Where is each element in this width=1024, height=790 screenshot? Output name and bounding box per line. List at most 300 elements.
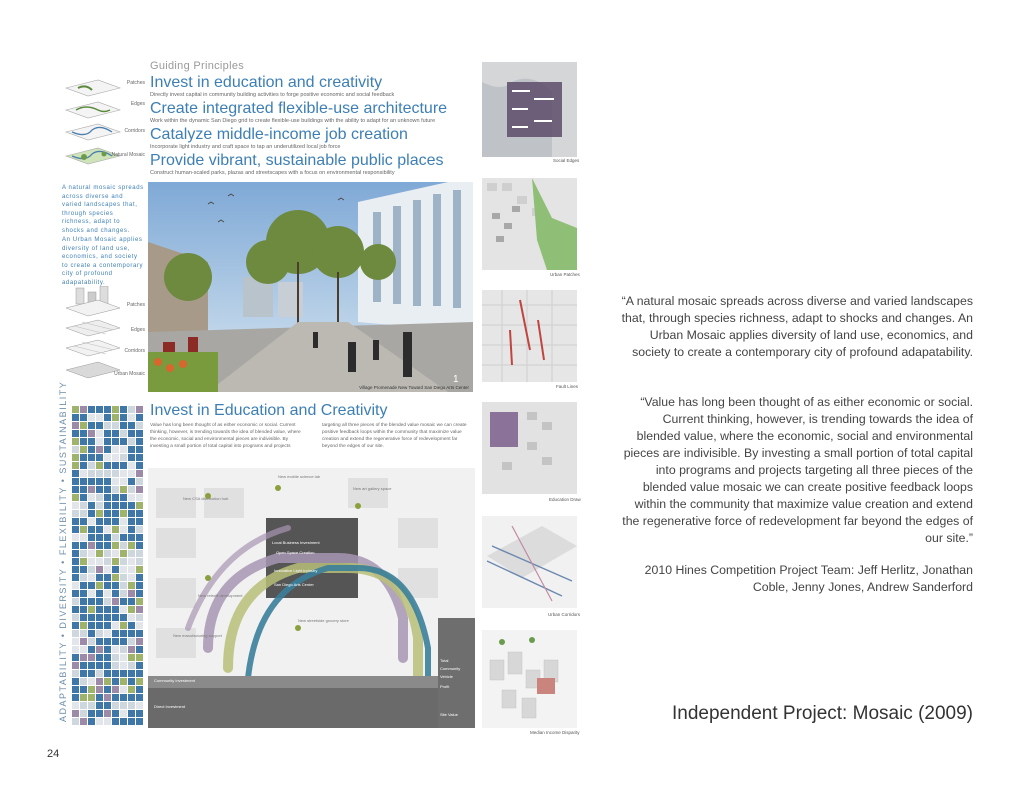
mosaic-tile (136, 430, 143, 437)
mosaic-tile (80, 422, 87, 429)
side-quote-natural: A natural mosaic spreads across diverse and varied landscapes that, through species richness, adapt to shocks and changes. (62, 185, 144, 234)
mosaic-tile (128, 550, 135, 557)
mosaic-tile (112, 550, 119, 557)
mosaic-tile (104, 582, 111, 589)
mosaic-tile (128, 430, 135, 437)
mosaic-tile (104, 510, 111, 517)
mosaic-tile (136, 422, 143, 429)
mosaic-tile (80, 462, 87, 469)
mosaic-tile (96, 646, 103, 653)
mosaic-tile (104, 534, 111, 541)
mosaic-tile (104, 662, 111, 669)
mosaic-tile (72, 670, 79, 677)
mosaic-tile (80, 662, 87, 669)
mosaic-tile (112, 510, 119, 517)
mosaic-tile (88, 414, 95, 421)
mosaic-tile (80, 534, 87, 541)
mosaic-tile (88, 630, 95, 637)
mosaic-tile (120, 518, 127, 525)
mosaic-tile (104, 598, 111, 605)
mosaic-tile (72, 702, 79, 709)
mosaic-tile (136, 438, 143, 445)
mosaic-tile (136, 542, 143, 549)
mosaic-tile (72, 406, 79, 413)
mosaic-tile (80, 606, 87, 613)
mosaic-tile (128, 478, 135, 485)
mosaic-tile (88, 590, 95, 597)
mosaic-tile (72, 582, 79, 589)
mosaic-tile (136, 670, 143, 677)
map-urban-corridors (482, 516, 577, 608)
map-fault-lines (482, 290, 577, 382)
map-label: Median Income Disparity (530, 730, 580, 735)
mosaic-tile (136, 582, 143, 589)
mosaic-tile (136, 486, 143, 493)
mosaic-tile (96, 654, 103, 661)
mosaic-tile (104, 718, 111, 725)
map-label: Social Edges (553, 158, 580, 163)
mosaic-tile (112, 630, 119, 637)
principle-title: Create integrated flexible-use architecture (150, 100, 448, 117)
mosaic-tile (136, 702, 143, 709)
mosaic-tile (72, 502, 79, 509)
mosaic-tile (112, 622, 119, 629)
mosaic-tile (104, 558, 111, 565)
mosaic-tile (128, 606, 135, 613)
mosaic-tile (112, 574, 119, 581)
mosaic-tile (128, 630, 135, 637)
flow-diagram-graphic (148, 468, 475, 728)
mosaic-tile (112, 654, 119, 661)
mosaic-tile (96, 422, 103, 429)
mosaic-tile (120, 542, 127, 549)
mosaic-tile (128, 662, 135, 669)
mosaic-tile (96, 430, 103, 437)
mosaic-tile (112, 534, 119, 541)
layer-label: Corridors (124, 128, 145, 134)
mosaic-tile (80, 470, 87, 477)
mosaic-tile (80, 654, 87, 661)
mosaic-tile (120, 454, 127, 461)
mosaic-tile (112, 454, 119, 461)
mosaic-tile (96, 702, 103, 709)
mosaic-tile (136, 598, 143, 605)
mosaic-tile (88, 598, 95, 605)
mosaic-tile (96, 462, 103, 469)
mosaic-tile (136, 502, 143, 509)
principle-title: Catalyze middle-income job creation (150, 126, 408, 143)
mosaic-tile (96, 718, 103, 725)
mosaic-tile (96, 518, 103, 525)
mosaic-tile (136, 638, 143, 645)
mosaic-tile (120, 598, 127, 605)
mosaic-tile (112, 478, 119, 485)
mosaic-tile (136, 622, 143, 629)
mosaic-tile (80, 438, 87, 445)
mosaic-tile (80, 670, 87, 677)
mosaic-tile (88, 478, 95, 485)
mosaic-tile (136, 574, 143, 581)
mosaic-tile (72, 614, 79, 621)
mosaic-tile (104, 646, 111, 653)
mosaic-tile (112, 606, 119, 613)
mosaic-tile (128, 502, 135, 509)
mosaic-tile (128, 462, 135, 469)
mosaic-tile (88, 654, 95, 661)
mosaic-tile (112, 462, 119, 469)
mosaic-tile (72, 590, 79, 597)
mosaic-tile (104, 430, 111, 437)
mosaic-tile (120, 606, 127, 613)
mosaic-tile (120, 702, 127, 709)
mosaic-tile (72, 438, 79, 445)
photo-number: 1 (453, 374, 459, 385)
mosaic-tile (112, 598, 119, 605)
mosaic-tile (112, 422, 119, 429)
mosaic-tile (112, 662, 119, 669)
mosaic-tile (88, 526, 95, 533)
map-social-edges (482, 62, 577, 157)
mosaic-tile (112, 414, 119, 421)
mosaic-tile (104, 694, 111, 701)
mosaic-tile (72, 478, 79, 485)
mosaic-tile (128, 598, 135, 605)
mosaic-tile (80, 486, 87, 493)
mosaic-tile (128, 486, 135, 493)
mosaic-tile (120, 526, 127, 533)
mosaic-tile (80, 702, 87, 709)
layer-label: Natural Mosaic (111, 152, 145, 158)
mosaic-tile (120, 478, 127, 485)
diagram-label: New retrofit development (198, 593, 243, 598)
mosaic-tile (72, 510, 79, 517)
mosaic-tile (112, 494, 119, 501)
mosaic-tile (72, 598, 79, 605)
principle-desc: Incorporate light industry and craft space to tap an underutilized local job force (150, 144, 341, 150)
mosaic-tile (104, 622, 111, 629)
principle-title: Invest in education and creativity (150, 74, 383, 91)
mosaic-tile (72, 678, 79, 685)
mosaic-tile (120, 638, 127, 645)
mosaic-tile (80, 494, 87, 501)
layer-label: Patches (126, 302, 145, 308)
diagram-label: Vehicle (440, 674, 453, 679)
mosaic-tile (80, 614, 87, 621)
mosaic-tile (88, 502, 95, 509)
principle-item (150, 127, 480, 150)
lower-text-col-2: targeting all three pieces of the blended value mosaic we can create positive feedback loops within the community that maximize value creation and extend the regenerative force of redevelopment far beyond the edges of our site. (322, 423, 467, 449)
mosaic-tile (136, 646, 143, 653)
layer-label: Urban Mosaic (114, 371, 145, 377)
mosaic-tile (88, 718, 95, 725)
mosaic-tile (112, 638, 119, 645)
lower-text-col-1: Value has long been thought of as either economic or social. Current thinking, however, is trending towards the idea of blended value, where the economic, social and environmental pieces are indivisible. By investing a small portion of total capital into programs and projects (150, 423, 301, 449)
mosaic-tile (128, 702, 135, 709)
mosaic-tile (128, 494, 135, 501)
mosaic-tile (72, 694, 79, 701)
mosaic-tile (112, 566, 119, 573)
layer-label: Edges (130, 327, 145, 333)
mosaic-tile (88, 694, 95, 701)
mosaic-tile (96, 454, 103, 461)
mosaic-tile (112, 526, 119, 533)
mosaic-tile (136, 526, 143, 533)
mosaic-tile (136, 550, 143, 557)
mosaic-tile (112, 590, 119, 597)
mosaic-tile (112, 558, 119, 565)
mosaic-tile (96, 558, 103, 565)
mosaic-tile (96, 630, 103, 637)
mosaic-tile (136, 478, 143, 485)
mosaic-tile (136, 686, 143, 693)
mosaic-tile-graphic (72, 406, 144, 728)
mosaic-tile (88, 686, 95, 693)
map-urban-patches (482, 178, 577, 270)
mosaic-tile (96, 470, 103, 477)
mosaic-tile (80, 526, 87, 533)
mosaic-tile (80, 414, 87, 421)
mosaic-tile (128, 694, 135, 701)
mosaic-tile (80, 558, 87, 565)
mosaic-tile (104, 494, 111, 501)
diagram-label: New mobile science lab (278, 474, 321, 479)
mosaic-tile (88, 470, 95, 477)
mosaic-tile (104, 422, 111, 429)
mosaic-tile (120, 550, 127, 557)
mosaic-tile (120, 438, 127, 445)
mosaic-tile (112, 502, 119, 509)
mosaic-tile (120, 718, 127, 725)
mosaic-tile (136, 414, 143, 421)
mosaic-tile (88, 582, 95, 589)
mosaic-tile (128, 526, 135, 533)
mosaic-tile (104, 470, 111, 477)
diagram-label: Total (440, 658, 449, 663)
diagram-label: New streetside grocery store (298, 618, 349, 623)
mosaic-tile (72, 718, 79, 725)
mosaic-tile (96, 622, 103, 629)
mosaic-tile (96, 414, 103, 421)
mosaic-tile (88, 646, 95, 653)
mosaic-tile (128, 422, 135, 429)
mosaic-tile (128, 686, 135, 693)
mosaic-tile (72, 638, 79, 645)
mosaic-tile (80, 566, 87, 573)
mosaic-tile (128, 646, 135, 653)
map-education-draw (482, 402, 577, 494)
mosaic-tile (72, 606, 79, 613)
mosaic-tile (136, 606, 143, 613)
mosaic-tile (128, 582, 135, 589)
quote-blended-value: “Value has long been thought of as either economic or social. Current thinking, however, is trending towards the idea of blended value, where the economic, social and environmental pieces are indivisible. By investing a small portion of total capital into programs and projects targeting all three pieces of the blended value mosaic we can create positive feedback loops within the community that maximize value creation and extend the regenerative force of redevelopment far beyond the edges of our site.” (622, 395, 973, 545)
mosaic-tile (88, 606, 95, 613)
mosaic-tile (120, 662, 127, 669)
mosaic-tile (72, 414, 79, 421)
mosaic-tile (80, 686, 87, 693)
mosaic-tile (136, 566, 143, 573)
mosaic-tile (104, 550, 111, 557)
mosaic-tile (72, 542, 79, 549)
mosaic-tile (104, 702, 111, 709)
mosaic-tile (72, 646, 79, 653)
diagram-label: Local Business Investment (272, 540, 320, 545)
mosaic-tile (136, 630, 143, 637)
blended-value-diagram (148, 468, 475, 728)
mosaic-tile (120, 686, 127, 693)
mosaic-tile (80, 638, 87, 645)
mosaic-tile (128, 590, 135, 597)
mosaic-tile (96, 670, 103, 677)
mosaic-tile (72, 526, 79, 533)
guiding-principles-heading: Guiding Principles (150, 60, 245, 72)
mosaic-tile (88, 550, 95, 557)
mosaic-tile (88, 670, 95, 677)
mosaic-tile (72, 574, 79, 581)
principle-item (150, 101, 480, 124)
mosaic-tile (80, 598, 87, 605)
mosaic-tile (80, 454, 87, 461)
lower-section-title: Invest in Education and Creativity (150, 402, 388, 419)
mosaic-tile (112, 406, 119, 413)
diagram-label: San Diego Arts Center (274, 582, 314, 587)
mosaic-tile (72, 462, 79, 469)
mosaic-tile (104, 446, 111, 453)
mosaic-tile (88, 662, 95, 669)
mosaic-tile (112, 670, 119, 677)
mosaic-tile (136, 678, 143, 685)
rendering-image (148, 182, 473, 392)
mosaic-tile (72, 630, 79, 637)
project-title: Independent Project: Mosaic (2009) (671, 703, 973, 724)
mosaic-tile (104, 678, 111, 685)
diagram-label: New CSA distribution hub (183, 496, 229, 501)
mosaic-tile (128, 638, 135, 645)
mosaic-tile (88, 406, 95, 413)
mosaic-tile (128, 542, 135, 549)
mosaic-tile (112, 430, 119, 437)
mosaic-tile (104, 614, 111, 621)
mosaic-tile (136, 558, 143, 565)
mosaic-tile (136, 710, 143, 717)
mosaic-tile (88, 574, 95, 581)
mosaic-tile (104, 638, 111, 645)
mosaic-tile (136, 662, 143, 669)
mosaic-tile (72, 454, 79, 461)
mosaic-tile (120, 590, 127, 597)
mosaic-tile (96, 686, 103, 693)
mosaic-tile (104, 566, 111, 573)
mosaic-tile (120, 582, 127, 589)
mosaic-tile (80, 718, 87, 725)
mosaic-tile (128, 678, 135, 685)
mosaic-tile (72, 486, 79, 493)
principle-title: Provide vibrant, sustainable public places (150, 152, 444, 169)
page-number: 24 (47, 748, 60, 760)
mosaic-tile (88, 462, 95, 469)
mosaic-tile (120, 630, 127, 637)
mosaic-tile (80, 582, 87, 589)
mosaic-tile (128, 670, 135, 677)
mosaic-tile (112, 470, 119, 477)
mosaic-tile (88, 542, 95, 549)
mosaic-tile (120, 614, 127, 621)
diagram-label: Innovative Light Industry (274, 568, 318, 573)
mosaic-tile (96, 582, 103, 589)
mosaic-tile (136, 718, 143, 725)
mosaic-tile (120, 510, 127, 517)
mosaic-tile (80, 502, 87, 509)
mosaic-tile (128, 454, 135, 461)
project-credits: 2010 Hines Competition Project Team: Jeff Herlitz, Jonathan Coble, Jenny Jones, Andrew Sanderford (644, 563, 973, 594)
mosaic-tile (88, 446, 95, 453)
mosaic-tile (88, 638, 95, 645)
mosaic-tile (96, 678, 103, 685)
mosaic-tile (72, 534, 79, 541)
mosaic-tile (80, 646, 87, 653)
mosaic-tile (136, 614, 143, 621)
mosaic-tile (72, 470, 79, 477)
mosaic-tile (104, 478, 111, 485)
mosaic-tile (128, 470, 135, 477)
mosaic-tile (120, 486, 127, 493)
mosaic-tile (136, 654, 143, 661)
principle-item (150, 75, 480, 98)
mosaic-tile (128, 518, 135, 525)
mosaic-tile (112, 694, 119, 701)
mosaic-tile (88, 438, 95, 445)
mosaic-tile (96, 566, 103, 573)
mosaic-tile (80, 630, 87, 637)
mosaic-tile (80, 694, 87, 701)
mosaic-tile (96, 406, 103, 413)
map-label: Education Draw (549, 497, 581, 502)
principle-desc: Construct human-scaled parks, plazas and streetscapes with a focus on environmental responsibility (150, 170, 395, 176)
mosaic-tile (120, 622, 127, 629)
layer-label: Corridors (124, 348, 145, 354)
mosaic-tile (72, 662, 79, 669)
mosaic-tile (88, 422, 95, 429)
mosaic-tile (96, 534, 103, 541)
mosaic-tile (88, 518, 95, 525)
mosaic-tile (120, 446, 127, 453)
mosaic-tile (104, 542, 111, 549)
mosaic-tile (80, 430, 87, 437)
mosaic-tile (96, 694, 103, 701)
mosaic-tile (104, 654, 111, 661)
mosaic-tile (104, 406, 111, 413)
mosaic-tile (136, 510, 143, 517)
mosaic-tile (96, 510, 103, 517)
mosaic-tile (120, 470, 127, 477)
mosaic-tile (96, 710, 103, 717)
mosaic-tile (80, 678, 87, 685)
diagram-label: New art gallery space (353, 486, 392, 491)
mosaic-tile (120, 646, 127, 653)
mosaic-tile (112, 718, 119, 725)
mosaic-tile (80, 446, 87, 453)
mosaic-tile (88, 614, 95, 621)
mosaic-tile (112, 438, 119, 445)
mosaic-tile (104, 630, 111, 637)
mosaic-tile (72, 550, 79, 557)
mosaic-tile (96, 542, 103, 549)
mosaic-tile (120, 430, 127, 437)
mosaic-tile (128, 438, 135, 445)
mosaic-tile (72, 710, 79, 717)
mosaic-tile (136, 406, 143, 413)
mosaic-tile (88, 558, 95, 565)
mosaic-tile (120, 502, 127, 509)
